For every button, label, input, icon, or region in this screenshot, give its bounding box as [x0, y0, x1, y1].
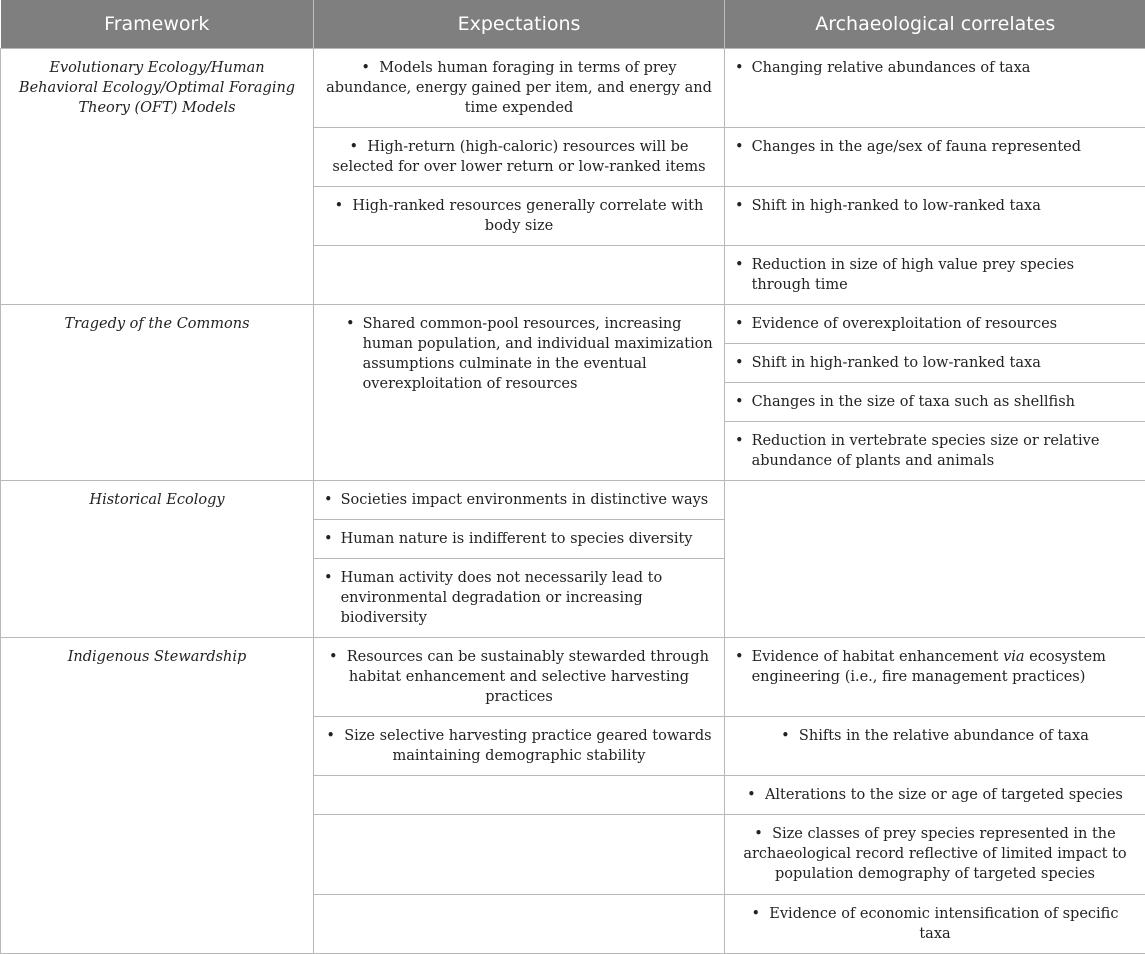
correlate-cell: • Size classes of prey species represented in the archaeological record reflective of limited impact to population demography of targeted species — [725, 815, 1145, 895]
bullet-icon: • — [335, 198, 344, 214]
expectation-cell: • High-return (high-caloric) resources will be selected for over lower return or low-ranked items — [314, 128, 725, 187]
bullet-icon: • — [735, 647, 744, 687]
expectation-cell: • Models human foraging in terms of prey abundance, energy gained per item, and energy and time expended — [314, 49, 725, 128]
expectation-cell-empty — [314, 815, 725, 895]
correlate-cell: • Shifts in the relative abundance of taxa — [725, 717, 1145, 776]
bullet-icon: • — [329, 649, 338, 665]
bullet-icon: • — [324, 568, 333, 628]
framework-cell: Historical Ecology — [1, 481, 314, 638]
header-framework: Framework — [1, 0, 314, 49]
bullet-icon: • — [735, 314, 744, 334]
expectation-cell: • Human nature is indifferent to species diversity — [314, 520, 725, 559]
header-expectations: Expectations — [314, 0, 725, 49]
header-archaeological-correlates: Archaeological correlates — [725, 0, 1145, 49]
framework-cell: Evolutionary Ecology/Human Behavioral Ecology/Optimal Foraging Theory (OFT) Models — [1, 49, 314, 305]
framework-cell: Tragedy of the Commons — [1, 305, 314, 481]
bullet-icon: • — [752, 906, 761, 922]
bullet-icon: • — [346, 314, 355, 394]
correlate-cell: • Reduction in vertebrate species size or relative abundance of plants and animals — [725, 422, 1145, 481]
correlate-cell: • Shift in high-ranked to low-ranked taxa — [725, 344, 1145, 383]
table-row — [1, 638, 1145, 717]
correlate-cell: • Reduction in size of high value prey species through time — [725, 246, 1145, 305]
expectation-cell: • Resources can be sustainably stewarded through habitat enhancement and selective harvesting practices — [314, 638, 725, 717]
bullet-icon: • — [361, 60, 370, 76]
correlate-cell: • Alterations to the size or age of targeted species — [725, 776, 1145, 815]
table-row — [1, 49, 1145, 128]
correlate-cell: • Changing relative abundances of taxa — [725, 49, 1145, 128]
bullet-icon: • — [735, 353, 744, 373]
correlate-cell: • Changes in the age/sex of fauna represented — [725, 128, 1145, 187]
header-row — [1, 0, 1145, 49]
expectation-cell: • Shared common-pool resources, increasing human population, and individual maximization assumptions culminate in the eventual overexploitation of resources — [314, 305, 725, 481]
bullet-icon: • — [754, 826, 763, 842]
expectation-cell-empty — [314, 895, 725, 954]
table-row — [1, 481, 1145, 520]
expectation-cell: • Human activity does not necessarily lead to environmental degradation or increasing biodiversity — [314, 559, 725, 638]
bullet-icon: • — [324, 490, 333, 510]
expectation-cell: • Societies impact environments in distinctive ways — [314, 481, 725, 520]
bullet-icon: • — [324, 529, 333, 549]
bullet-icon: • — [350, 139, 359, 155]
correlate-cell: • Evidence of economic intensification of specific taxa — [725, 895, 1145, 954]
table-row — [1, 305, 1145, 344]
expectation-cell-empty — [314, 776, 725, 815]
bullet-icon: • — [735, 137, 744, 157]
correlate-cell: • Evidence of overexploitation of resources — [725, 305, 1145, 344]
framework-cell: Indigenous Stewardship — [1, 638, 314, 954]
expectation-cell: • High-ranked resources generally correlate with body size — [314, 187, 725, 246]
expectation-cell-empty — [314, 246, 725, 305]
correlate-cell: • Evidence of habitat enhancement via ecosystem engineering (i.e., fire management practices) — [725, 638, 1145, 717]
bullet-icon: • — [735, 392, 744, 412]
expectation-cell: • Size selective harvesting practice geared towards maintaining demographic stability — [314, 717, 725, 776]
bullet-icon: • — [747, 787, 756, 803]
bullet-icon: • — [735, 431, 744, 471]
bullet-icon: • — [735, 58, 744, 78]
correlate-cell: • Shift in high-ranked to low-ranked taxa — [725, 187, 1145, 246]
bullet-icon: • — [326, 728, 335, 744]
bullet-icon: • — [735, 196, 744, 216]
correlate-cell: • Changes in the size of taxa such as shellfish — [725, 383, 1145, 422]
correlate-cell-empty — [725, 481, 1145, 638]
bullet-icon: • — [781, 728, 790, 744]
bullet-icon: • — [735, 255, 744, 295]
